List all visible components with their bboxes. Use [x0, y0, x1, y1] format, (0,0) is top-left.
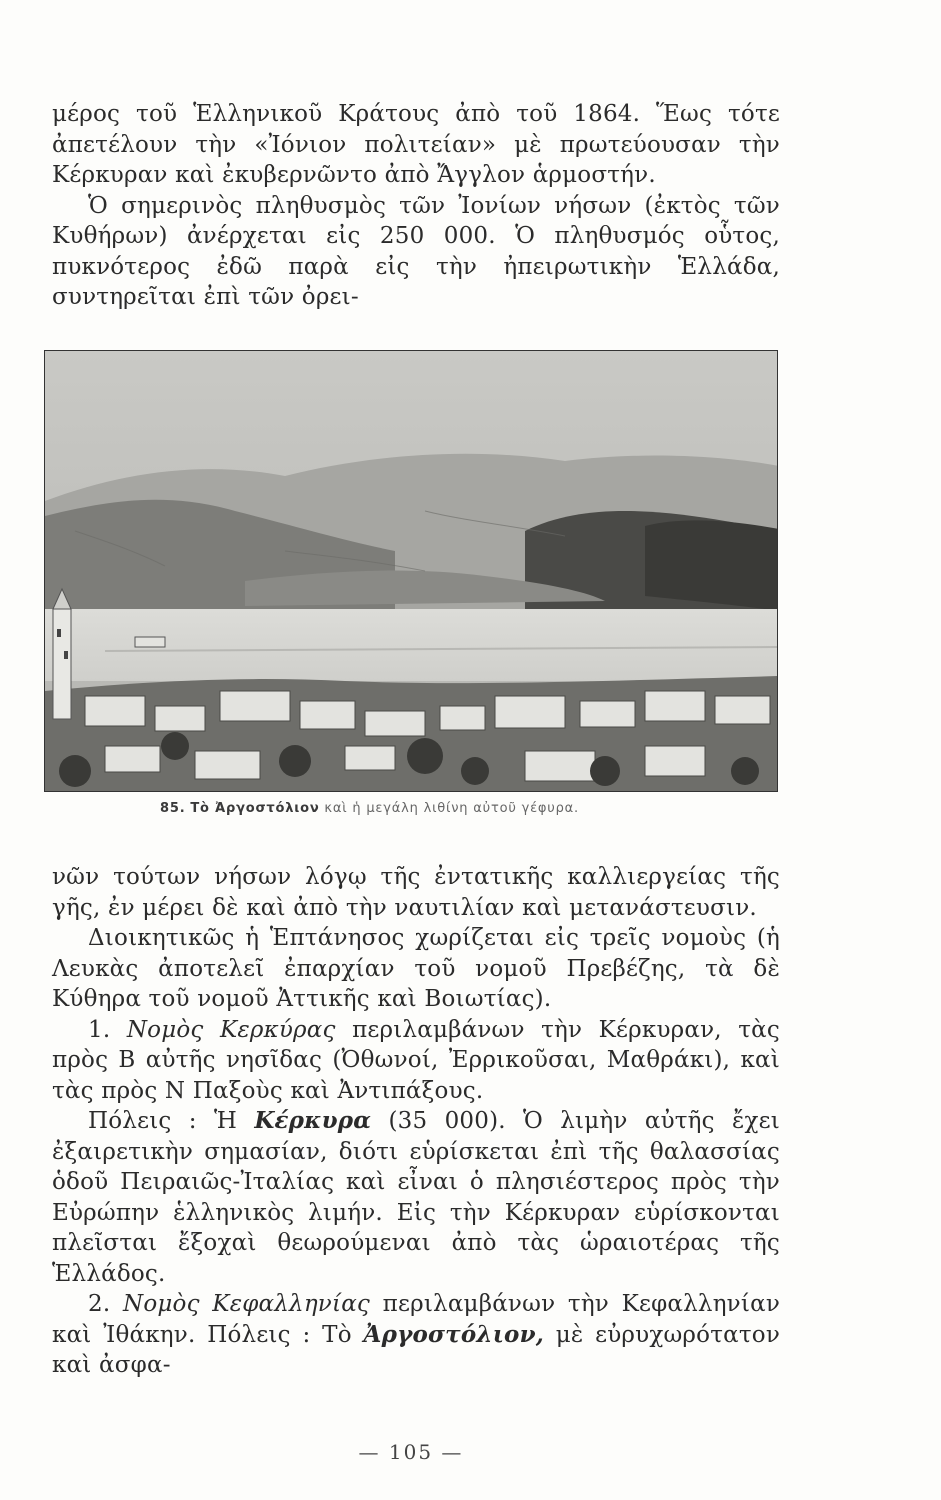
section-text: περιλαμβάνων τὴν Κεφαλληνίαν καὶ Ἰθάκην. Πόλεις : Τὸ — [52, 1291, 780, 1348]
list-number: 2. — [88, 1291, 111, 1317]
paragraph: μέρος τοῦ Ἑλληνικοῦ Κράτους ἀπὸ τοῦ 1864. Ἕως τότε ἀπετέλουν τὴν «Ἰόνιον πολιτείαν» μὲ πρωτεύουσαν τὴν Κέρκυραν καὶ ἐκυβερνῶντο ἀπὸ Ἄγγλον ἁρμοστήν. — [52, 101, 780, 188]
section-text: μὲ εὐρυχωρότατον καὶ ἀσφα- — [52, 1321, 780, 1378]
paragraph: Ὁ σημερινὸς πληθυσμὸς τῶν Ἰονίων νήσων (ἐκτὸς τῶν Κυθήρων) ἀνέρχεται εἰς 250 000. Ὁ πληθυσμός οὗτος, πυκνότερος ἐδῶ παρὰ εἰς τὴν ἠπειρωτικὴν Ἑλλάδα, συντηρεῖται ἐπὶ τῶν ὀρει- — [52, 192, 780, 310]
list-number: 1. — [88, 1016, 111, 1043]
page-number: — 105 — — [358, 1440, 464, 1464]
figure-title: Τὸ Ἀργοστόλιον — [190, 801, 320, 816]
section-text: (35 000). Ὁ λιμὴν αὐτῆς ἔχει ἐξαιρετικὴν σημασίαν, διότι εὑρίσκεται ἐπὶ τῆς θαλασσίας ὁδοῦ Πειραιῶς-Ἰταλίας καὶ εἶναι ὁ πλησιέστερος πρὸς τὴν Εὐρώπην ἑλληνικὸς λιμήν. Εἰς τὴν Κέρκυραν εὑρίσκονται πλεῖσται ἔξοχαὶ θεωρούμεναι ἀπὸ τὰς ὡραιοτέρας τῆς Ἑλλάδος. — [52, 1108, 781, 1287]
section-title: Νομὸς Κερκύρας — [126, 1016, 336, 1043]
article: Ἡ — [214, 1108, 238, 1134]
argostoli-photograph — [44, 350, 778, 792]
city-name: Ἀργοστόλιον, — [363, 1320, 544, 1348]
bottom-text-block — [52, 862, 780, 1381]
figure-caption — [160, 801, 720, 816]
paragraph: Διοικητικῶς ἡ Ἑπτάνησος χωρίζεται εἰς τρεῖς νομοὺς (ἡ Λευκὰς ἀποτελεῖ ἐπαρχίαν τοῦ νομοῦ Πρεβέζης, τὰ δὲ Κύθηρα τοῦ νομοῦ Ἀττικῆς καὶ Βοιωτίας). — [52, 925, 780, 1012]
paragraph — [52, 1289, 780, 1381]
figure-caption-text: καὶ ἡ μεγάλη λιθίνη αὐτοῦ γέφυρα. — [324, 801, 579, 816]
section-title: Νομὸς Κεφαλληνίας — [123, 1291, 371, 1317]
top-text-block — [52, 99, 780, 313]
section-text: περιλαμβάνων τὴν Κέρκυραν, τὰς πρὸς Β αὐτῆς νησῖδας (Ὀθωνοί, Ἐρρικοῦσαι, Μαθράκι), καὶ τὰς πρὸς Ν Παξοὺς καὶ Ἀντιπάξους. — [52, 1016, 780, 1104]
paragraph — [52, 1106, 780, 1289]
lead-text: Πόλεις : — [88, 1108, 197, 1134]
paragraph: νῶν τούτων νήσων λόγῳ τῆς ἐντατικῆς καλλιεργείας τῆς γῆς, ἐν μέρει δὲ καὶ ἀπὸ τὴν ναυτιλίαν καὶ μετανάστευσιν. — [52, 864, 780, 921]
paragraph — [52, 1015, 780, 1107]
figure-number: 85. — [160, 801, 186, 816]
city-name: Κέρκυρα — [254, 1107, 372, 1134]
